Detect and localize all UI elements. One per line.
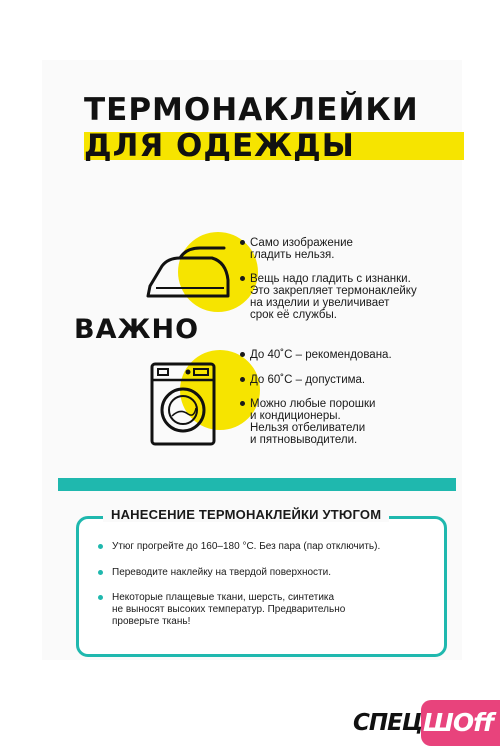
wash-note-1: До 40˚С – рекомендована. [240,349,440,361]
bullet-dot [98,544,103,549]
brand-logo-part2: ШОff [423,708,493,737]
bullet-dot [240,240,245,245]
washing-machine-icon [150,362,216,446]
iron-icon [140,240,236,304]
bullet-dot [240,377,245,382]
ironing-step-3: Некоторые плащевые ткани, шерсть, синтетика не выносят высоких температур. Предварительно проверьте ткань! [98,592,428,628]
bullet-dot [98,595,103,600]
ironing-box-title: НАНЕСЕНИЕ ТЕРМОНАКЛЕЙКИ УТЮГОМ [103,507,389,522]
bullet-dot [240,401,245,406]
iron-note-2: Вещь надо гладить с изнанки. Это закрепляет термонаклейку на изделии и увеличивает срок её службы. [240,273,440,321]
ironing-step-2: Переводите наклейку на твердой поверхности. [98,567,428,579]
brand-logo [343,700,500,750]
iron-note-1: Само изображение гладить нельзя. [240,237,440,261]
bullet-dot [240,352,245,357]
title-line-2: ДЛЯ ОДЕЖДЫ [84,128,355,164]
wash-note-2: До 60˚С – допустима. [240,374,440,386]
ironing-instructions-box [76,516,447,657]
warning-heading: ВАЖНО [74,314,200,345]
bullet-dot [240,276,245,281]
bullet-dot [98,570,103,575]
brand-logo-part1: СПЕЦ [353,710,423,736]
ironing-step-1: Утюг прогрейте до 160–180 °С. Без пара (пар отключить). [98,541,428,553]
title-line-1: ТЕРМОНАКЛЕЙКИ [84,92,419,128]
wash-note-3: Можно любые порошки и кондиционеры. Нельзя отбеливатели и пятновыводители. [240,398,440,446]
teal-divider [58,478,456,491]
